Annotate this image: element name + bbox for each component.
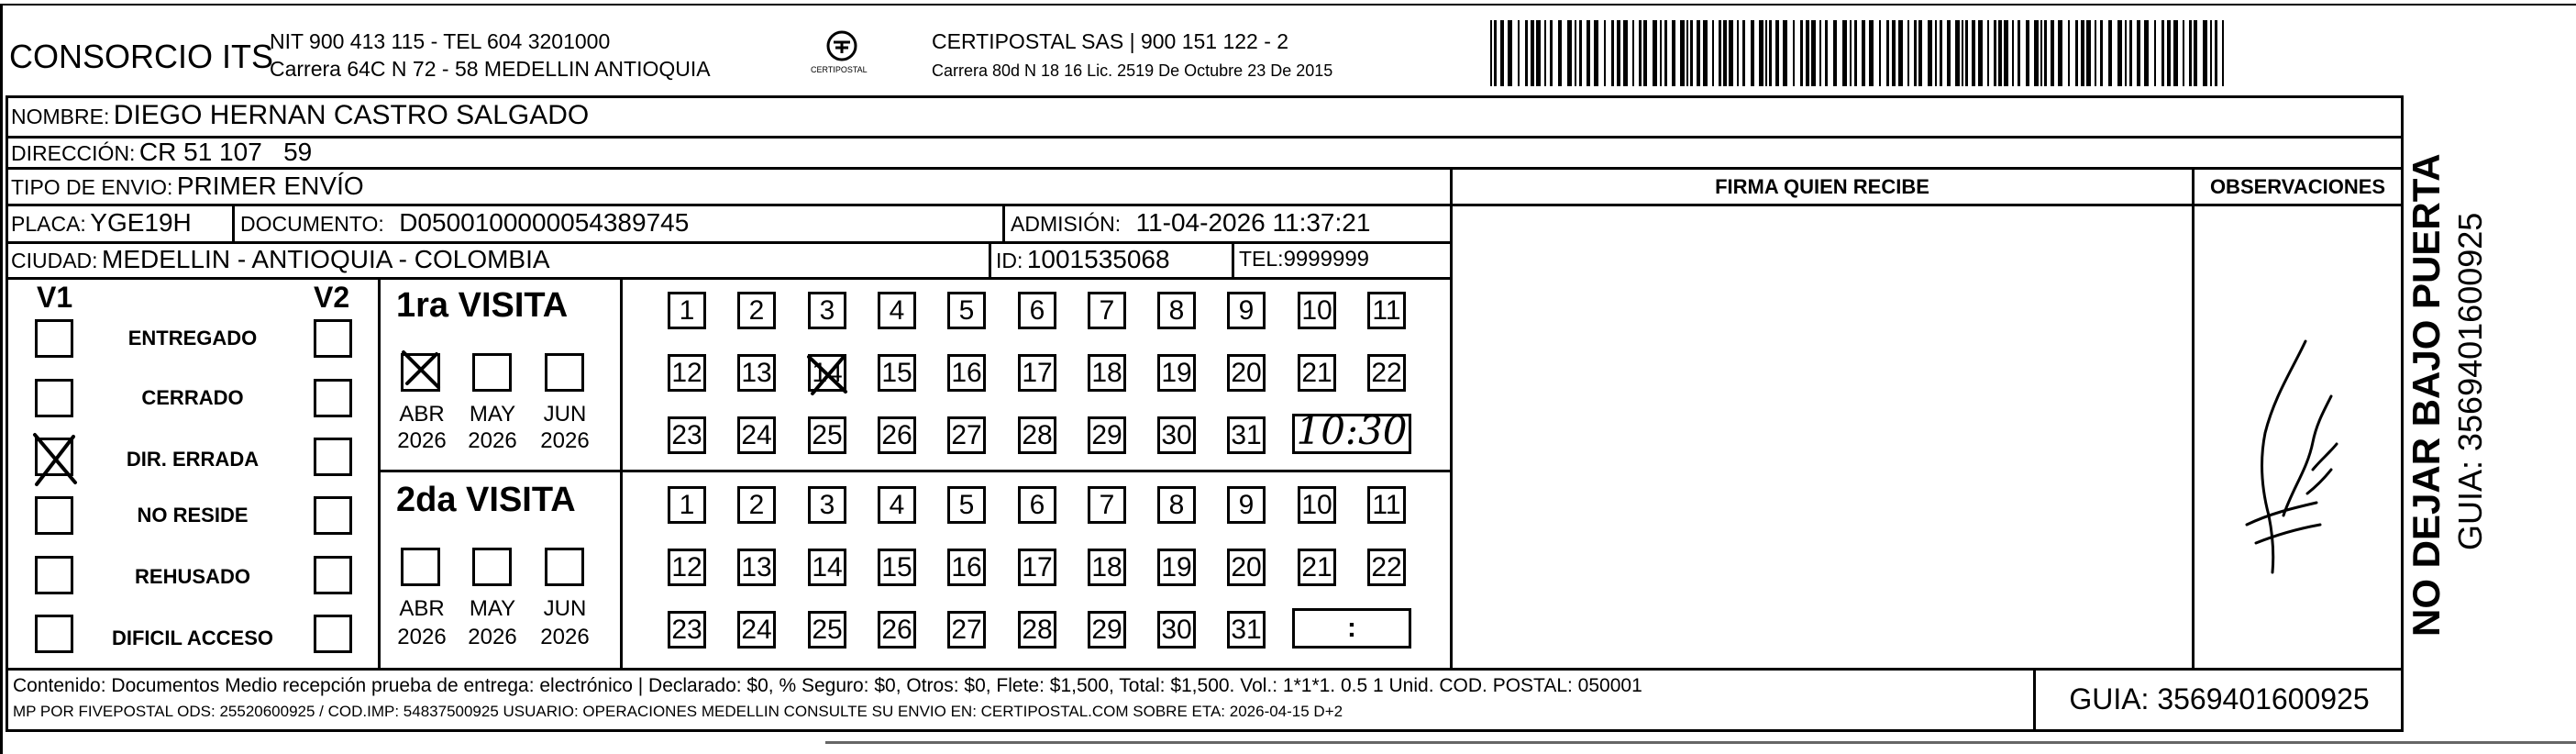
- visit2-day-10[interactable]: 10: [1298, 486, 1336, 524]
- visit1-day-7[interactable]: 7: [1088, 292, 1126, 329]
- barcode-bar: [1886, 20, 1889, 86]
- barcode-bar: [2161, 20, 2164, 86]
- barcode-bar: [1587, 20, 1590, 86]
- barcode-bar: [2034, 20, 2039, 86]
- visit2-day-27[interactable]: 27: [947, 611, 986, 649]
- tipo-label: TIPO DE ENVIO:: [11, 175, 173, 199]
- direccion-value: CR 51 107 59: [138, 138, 313, 166]
- visit1-day-25[interactable]: 25: [808, 416, 846, 454]
- visit-title-sep: [378, 277, 381, 668]
- barcode-bar: [1737, 20, 1739, 86]
- visit2-day-4[interactable]: 4: [878, 486, 916, 524]
- certipostal-logo: [811, 28, 869, 83]
- barcode-bar: [1604, 20, 1606, 86]
- logo-text: CERTIPOSTAL: [811, 65, 868, 74]
- barcode-bar: [1500, 20, 1504, 86]
- visit2-day-30[interactable]: 30: [1157, 611, 1196, 649]
- frame-top-line: [0, 4, 2576, 6]
- barcode-bar: [1907, 20, 1909, 86]
- visit2-day-25[interactable]: 25: [808, 611, 846, 649]
- header-separator: [6, 95, 2404, 98]
- barcode-bar: [1672, 20, 1675, 86]
- barcode-bar: [1525, 20, 1528, 86]
- barcode-bar: [1690, 20, 1693, 86]
- barcode-bar: [1850, 20, 1852, 86]
- barcode-bar: [1947, 20, 1951, 86]
- row-line-5: [6, 277, 1453, 280]
- visit2-day-18[interactable]: 18: [1088, 549, 1126, 586]
- visit1-title: 1ra VISITA: [396, 286, 569, 325]
- visit1-month-may-box[interactable]: [472, 353, 512, 392]
- barcode-bar: [1550, 20, 1553, 86]
- status-entregado: ENTREGADO: [127, 327, 258, 349]
- barcode-bar: [2129, 20, 2132, 86]
- visit2-day-13[interactable]: 13: [737, 549, 776, 586]
- barcode-bar: [1639, 20, 1642, 86]
- visit2-day-1[interactable]: 1: [668, 486, 706, 524]
- visit1-year-jun: 2026: [540, 428, 590, 453]
- visit2-day-3[interactable]: 3: [808, 486, 846, 524]
- visit1-day-22[interactable]: 22: [1367, 354, 1406, 392]
- status-dir-errada: DIR. ERRADA: [126, 448, 260, 471]
- admision-cell: [1011, 210, 1370, 236]
- barcode-bar: [2189, 20, 2192, 86]
- barcode-bar: [2018, 20, 2020, 86]
- tel-cell: [1239, 249, 1369, 271]
- ciudad-cell: [11, 247, 550, 272]
- barcode-bar: [1793, 20, 1795, 86]
- barcode-bar: [1719, 20, 1721, 86]
- row-line-2: [6, 167, 2404, 170]
- visit1-day-11[interactable]: 11: [1367, 292, 1406, 329]
- barcode-bar: [1765, 20, 1767, 86]
- barcode-bar: [2004, 20, 2008, 86]
- barcode-bar: [1508, 20, 1512, 86]
- barcode-bar: [2222, 20, 2224, 86]
- visit2-day-31[interactable]: 31: [1227, 611, 1266, 649]
- v1-checkbox-dificil-acceso[interactable]: [35, 615, 73, 653]
- id-sep-line: [989, 241, 991, 277]
- barcode-bar: [1800, 20, 1803, 86]
- barcode-bar: [2215, 20, 2217, 86]
- barcode-bar: [1703, 20, 1708, 86]
- visit1-month-abr: ABR: [399, 402, 445, 427]
- barcode-bar: [1928, 20, 1932, 86]
- visit1-day-4[interactable]: 4: [878, 292, 916, 329]
- visit1-day-8[interactable]: 8: [1157, 292, 1196, 329]
- handwritten-signature: [2228, 332, 2348, 580]
- carrier-name: CERTIPOSTAL SAS | 900 151 122 - 2: [932, 29, 1289, 53]
- visit2-month-jun-box[interactable]: [545, 548, 584, 586]
- barcode-bar: [1914, 20, 1917, 86]
- visit1-day-21[interactable]: 21: [1298, 354, 1336, 392]
- barcode-bar: [2125, 20, 2127, 86]
- barcode-bar: [1862, 20, 1865, 86]
- documento-cell: [240, 210, 689, 236]
- nombre-label: NOMBRE:: [11, 105, 110, 128]
- dir-errada-x-mark: [28, 429, 84, 490]
- barcode-bar: [1680, 20, 1685, 86]
- barcode-bar: [2167, 20, 2171, 86]
- tipo-row: [11, 173, 364, 199]
- table-right-border: [2401, 95, 2404, 732]
- barcode-bar: [1664, 20, 1667, 86]
- barcode-bar: [1833, 20, 1837, 86]
- barcode-bar: [1686, 20, 1688, 86]
- observaciones-header: OBSERVACIONES: [2209, 175, 2386, 198]
- footer-line-2: MP POR FIVEPOSTAL ODS: 25520600925 / COD.IMP: 54837500925 USUARIO: OPERACIONES MEDELLIN CONSULTE SU ENVIO EN: CERTIPOSTAL.COM SOBRE ETA: 2026-04-15 D+2: [13, 703, 1343, 720]
- barcode-bar: [2117, 20, 2122, 86]
- placa-value: YGE19H: [90, 208, 192, 237]
- barcode-bar: [2044, 20, 2047, 86]
- status-cerrado: CERRADO: [141, 386, 244, 409]
- visit1-day-28[interactable]: 28: [1018, 416, 1056, 454]
- barcode-bar: [2081, 20, 2084, 86]
- visit1-day-13[interactable]: 13: [737, 354, 776, 392]
- nombre-value: DIEGO HERNAN CASTRO SALGADO: [113, 100, 590, 130]
- barcode-bar: [1729, 20, 1733, 86]
- barcode-bar: [1978, 20, 1983, 86]
- barcode-bar: [1898, 20, 1903, 86]
- documento-label: DOCUMENTO:: [240, 212, 384, 236]
- barcode-bar: [2203, 20, 2207, 86]
- barcode-bar: [2095, 20, 2096, 86]
- row-line-3: [6, 204, 1453, 206]
- firma-header-line: [1450, 204, 2404, 206]
- barcode-bar: [1558, 20, 1562, 86]
- barcode-bar: [1660, 20, 1662, 86]
- visit1-day-12[interactable]: 12: [668, 354, 706, 392]
- barcode-bar: [2086, 20, 2091, 86]
- visit1-year-may: 2026: [468, 428, 517, 453]
- barcode-bar: [1842, 20, 1847, 86]
- visit1-day-17[interactable]: 17: [1018, 354, 1056, 392]
- footer-guia: GUIA: 3569401600925: [2069, 682, 2370, 715]
- barcode-bar: [1653, 20, 1657, 86]
- visit1-day-26[interactable]: 26: [878, 416, 916, 454]
- barcode-bar: [1811, 20, 1816, 86]
- barcode-bar: [1494, 20, 1497, 86]
- firma-left-line: [1450, 167, 1453, 671]
- barcode-bar: [1918, 20, 1922, 86]
- visit1-abr-x-mark: [396, 347, 448, 394]
- barcode-bar: [2144, 20, 2149, 86]
- barcode-bar: [1759, 20, 1763, 86]
- visit1-day-27[interactable]: 27: [947, 416, 986, 454]
- id-label: ID:: [996, 249, 1023, 272]
- visit2-day-14[interactable]: 14: [808, 549, 846, 586]
- ciudad-label: CIUDAD:: [11, 249, 98, 272]
- barcode-bar: [2075, 20, 2078, 86]
- visit2-day-22[interactable]: 22: [1367, 549, 1406, 586]
- visit1-day-14-x-mark: [800, 351, 855, 399]
- visit2-day-16[interactable]: 16: [947, 549, 986, 586]
- barcode-bar: [1544, 20, 1546, 86]
- barcode-bar: [1632, 20, 1634, 86]
- visit1-month-jun-box[interactable]: [545, 353, 584, 392]
- tel-sep-line: [1232, 241, 1234, 277]
- barcode-bar: [1940, 20, 1942, 86]
- barcode-bar: [1935, 20, 1937, 86]
- barcode-bar: [2058, 20, 2062, 86]
- company-address: Carrera 64C N 72 - 58 MEDELLIN ANTIOQUIA: [270, 57, 711, 81]
- visit2-day-7[interactable]: 7: [1088, 486, 1126, 524]
- admision-label: ADMISIÓN:: [1011, 212, 1122, 236]
- v2-checkbox-dificil-acceso[interactable]: [314, 615, 352, 653]
- barcode-bar: [1879, 20, 1881, 86]
- barcode-bar: [1987, 20, 1989, 86]
- v1-checkbox-rehusado[interactable]: [35, 556, 73, 594]
- obs-left-line: [2192, 167, 2195, 671]
- table-left-border: [6, 95, 8, 732]
- visit2-day-21[interactable]: 21: [1298, 549, 1336, 586]
- admision-value: 11-04-2026 11:37:21: [1135, 208, 1371, 237]
- tel-value: 9999999: [1283, 247, 1370, 272]
- guia-sep-line: [2033, 668, 2036, 729]
- barcode-bar: [1854, 20, 1857, 86]
- barcode-bar: [2012, 20, 2014, 86]
- documento-value: D0500100000054389745: [399, 208, 690, 237]
- barcode-bar: [1518, 20, 1520, 86]
- visit1-day-6[interactable]: 6: [1018, 292, 1056, 329]
- status-rehusado: REHUSADO: [135, 565, 250, 588]
- visit2-year-may: 2026: [468, 625, 517, 649]
- barcode-bar: [2040, 20, 2042, 86]
- direccion-label: DIRECCIÓN:: [11, 141, 136, 165]
- frame-left-line: [0, 4, 3, 754]
- barcode-bar: [2210, 20, 2212, 86]
- visit1-year-abr: 2026: [397, 428, 447, 453]
- barcode-bar: [1869, 20, 1874, 86]
- placa-sep-line: [232, 204, 235, 241]
- barcode-bar: [1617, 20, 1620, 86]
- status-dificil-acceso: DIFICIL ACCESO: [111, 626, 273, 649]
- barcode-bar: [2173, 20, 2178, 86]
- visit2-day-5[interactable]: 5: [947, 486, 986, 524]
- visit2-day-6[interactable]: 6: [1018, 486, 1056, 524]
- row-line-4: [6, 241, 1453, 244]
- tel-label: TEL:: [1239, 247, 1284, 271]
- barcode-bar: [1955, 20, 1960, 86]
- id-cell: [996, 247, 1170, 272]
- visit-mid-line: [378, 470, 1453, 472]
- barcode-bar: [2068, 20, 2070, 86]
- status-no-reside: NO RESIDE: [137, 504, 249, 527]
- v1-checkbox-cerrado[interactable]: [35, 379, 73, 417]
- visit1-day-31[interactable]: 31: [1227, 416, 1266, 454]
- visit2-day-26[interactable]: 26: [878, 611, 916, 649]
- visit2-month-abr: ABR: [399, 596, 445, 621]
- v1-checkbox-entregado[interactable]: [35, 319, 73, 358]
- barcode-bar: [2108, 20, 2112, 86]
- visit2-day-29[interactable]: 29: [1088, 611, 1126, 649]
- visit2-year-abr: 2026: [397, 625, 447, 649]
- visit2-month-abr-box[interactable]: [401, 548, 440, 586]
- visit1-day-14[interactable]: 14: [808, 354, 846, 392]
- barcode-bar: [1892, 20, 1896, 86]
- visit2-day-2[interactable]: 2: [737, 486, 776, 524]
- visit2-day-8[interactable]: 8: [1157, 486, 1196, 524]
- barcode-bar: [1643, 20, 1647, 86]
- v2-checkbox-no-reside[interactable]: [314, 496, 352, 535]
- company-nit: NIT 900 413 115 - TEL 604 3201000: [270, 29, 611, 53]
- visit-days-sep: [620, 277, 623, 668]
- barcode-bar: [1697, 20, 1700, 86]
- visit2-day-17[interactable]: 17: [1018, 549, 1056, 586]
- visit1-day-19[interactable]: 19: [1157, 354, 1196, 392]
- footer-bottom-line: [6, 729, 2404, 732]
- carrier-address: Carrera 80d N 18 16 Lic. 2519 De Octubre 23 De 2015: [932, 61, 1333, 80]
- visit1-day-10[interactable]: 10: [1298, 292, 1336, 329]
- barcode-bar: [1769, 20, 1772, 86]
- barcode-bar: [2051, 20, 2054, 86]
- visit1-day-30[interactable]: 30: [1157, 416, 1196, 454]
- v1-checkbox-no-reside[interactable]: [35, 496, 73, 535]
- visit1-day-20[interactable]: 20: [1227, 354, 1266, 392]
- visit2-day-12[interactable]: 12: [668, 549, 706, 586]
- visit1-day-3[interactable]: 3: [808, 292, 846, 329]
- barcode-bar: [1742, 20, 1745, 86]
- visit1-day-1[interactable]: 1: [668, 292, 706, 329]
- barcode-bar: [1751, 20, 1754, 86]
- footer-top-line: [6, 668, 2404, 671]
- barcode-bar: [1965, 20, 1968, 86]
- barcode-bar: [1536, 20, 1541, 86]
- barcode-bar: [1825, 20, 1828, 86]
- visit1-day-9[interactable]: 9: [1227, 292, 1266, 329]
- visit1-day-16[interactable]: 16: [947, 354, 986, 392]
- barcode-bar: [1567, 20, 1572, 86]
- v2-checkbox-cerrado[interactable]: [314, 379, 352, 417]
- placa-cell: [11, 210, 192, 236]
- visit2-day-20[interactable]: 20: [1227, 549, 1266, 586]
- barcode-bar: [1994, 20, 1996, 86]
- visit1-day-5[interactable]: 5: [947, 292, 986, 329]
- visit1-day-15[interactable]: 15: [878, 354, 916, 392]
- visit1-day-23[interactable]: 23: [668, 416, 706, 454]
- barcode-bar: [2194, 20, 2197, 86]
- visit2-day-19[interactable]: 19: [1157, 549, 1196, 586]
- visit2-month-jun: JUN: [543, 596, 587, 621]
- tipo-value: PRIMER ENVÍO: [176, 172, 364, 200]
- barcode-bar: [2137, 20, 2140, 86]
- v2-checkbox-dir-errada[interactable]: [314, 438, 352, 476]
- barcode-bar: [1712, 20, 1714, 86]
- barcode-bar: [1579, 20, 1582, 86]
- bottom-edge-line: [825, 741, 2576, 744]
- company-name: CONSORCIO ITS: [9, 38, 274, 75]
- barcode-bar: [1723, 20, 1727, 86]
- visit2-day-11[interactable]: 11: [1367, 486, 1406, 524]
- barcode-bar: [2154, 20, 2156, 86]
- barcode-bar: [2026, 20, 2029, 86]
- visit1-time: 10:30: [1296, 408, 1408, 453]
- row-line-1: [6, 136, 2404, 139]
- barcode-bar: [1531, 20, 1534, 86]
- visit2-day-23[interactable]: 23: [668, 611, 706, 649]
- footer-line-1: Contenido: Documentos Medio recepción prueba de entrega: electrónico | Declarado: $0, % Seguro: $0, Otros: $0, Flete: $1,500, Total: $1,500. Vol.: 1*1*1. 0.5 1 Unid. COD. POSTAL: 050001: [13, 675, 1642, 696]
- visit1-month-jun: JUN: [543, 402, 587, 427]
- firma-header: FIRMA QUIEN RECIBE: [1715, 175, 1929, 198]
- visit2-year-jun: 2026: [540, 625, 590, 649]
- v1-header: V1: [37, 281, 73, 314]
- ciudad-value: MEDELLIN - ANTIOQUIA - COLOMBIA: [102, 245, 550, 273]
- visit1-day-24[interactable]: 24: [737, 416, 776, 454]
- nombre-row: [11, 102, 589, 129]
- visit2-time: :: [1347, 613, 1356, 643]
- v2-checkbox-entregado[interactable]: [314, 319, 352, 358]
- placa-label: PLACA:: [11, 212, 86, 236]
- visit1-month-may: MAY: [469, 402, 516, 427]
- direccion-row: [11, 139, 312, 165]
- barcode-bar: [1962, 20, 1963, 86]
- visit1-day-18[interactable]: 18: [1088, 354, 1126, 392]
- barcode-bar: [2183, 20, 2184, 86]
- side-notice: NO DEJAR BAJO PUERTA: [2405, 153, 2448, 637]
- barcode-bar: [1998, 20, 2002, 86]
- v2-header: V2: [314, 281, 350, 314]
- barcode-bar: [1775, 20, 1779, 86]
- barcode-bar: [1972, 20, 1975, 86]
- barcode-bar: [1783, 20, 1787, 86]
- v2-checkbox-rehusado[interactable]: [314, 556, 352, 594]
- barcode-bar: [1575, 20, 1576, 86]
- visit2-day-9[interactable]: 9: [1227, 486, 1266, 524]
- barcode-bar: [1806, 20, 1809, 86]
- barcode-bar: [2100, 20, 2103, 86]
- visit2-day-15[interactable]: 15: [878, 549, 916, 586]
- barcode-bar: [1594, 20, 1598, 86]
- barcode: [1490, 20, 2224, 86]
- id-value: 1001535068: [1026, 245, 1170, 273]
- visit2-month-may-box[interactable]: [472, 548, 512, 586]
- barcode-bar: [1490, 20, 1492, 86]
- visit2-title: 2da VISITA: [396, 481, 576, 519]
- visit1-day-2[interactable]: 2: [737, 292, 776, 329]
- admision-sep-line: [1002, 204, 1005, 241]
- visit2-month-may: MAY: [469, 596, 516, 621]
- barcode-bar: [1611, 20, 1614, 86]
- barcode-bar: [1623, 20, 1628, 86]
- visit1-day-29[interactable]: 29: [1088, 416, 1126, 454]
- visit2-day-24[interactable]: 24: [737, 611, 776, 649]
- side-guia: GUIA: 3569401600925: [2451, 212, 2489, 550]
- visit2-day-28[interactable]: 28: [1018, 611, 1056, 649]
- barcode-bar: [1819, 20, 1821, 86]
